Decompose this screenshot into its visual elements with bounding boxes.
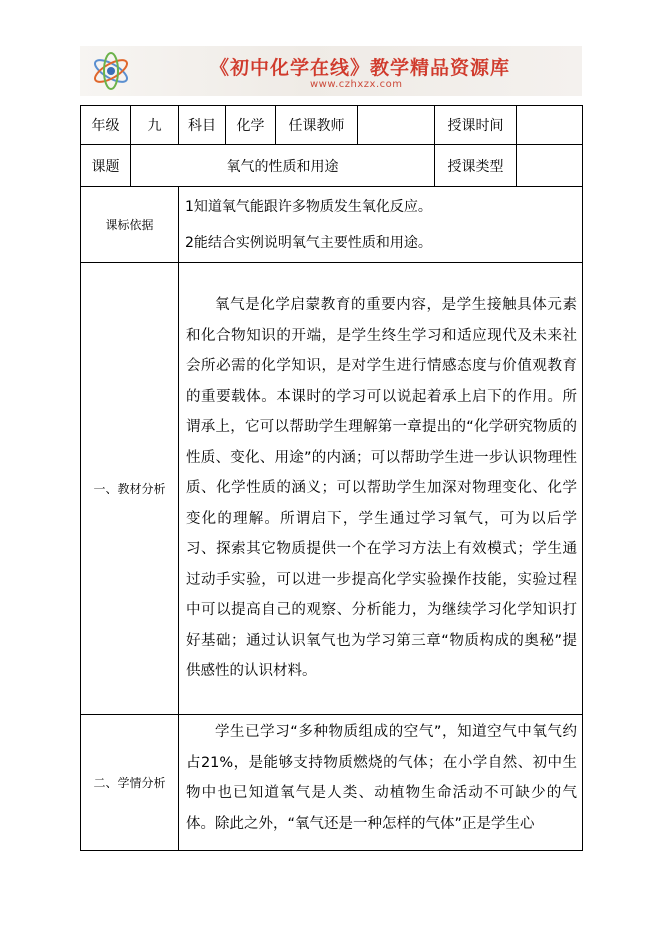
teacher-label: 任课教师 — [276, 106, 358, 145]
time-label: 授课时间 — [435, 106, 517, 145]
standards-row — [81, 187, 583, 263]
time-value — [517, 106, 583, 145]
subject-label: 科目 — [179, 106, 226, 145]
type-label: 授课类型 — [435, 145, 517, 187]
standard-item: 2能结合实例说明氧气主要性质和用途。 — [185, 234, 432, 251]
material-analysis-row — [81, 263, 583, 715]
learner-analysis-row — [81, 715, 583, 851]
banner-url: www.czhxzx.com — [310, 79, 403, 90]
type-value — [517, 145, 583, 187]
atom-logo-icon — [88, 49, 134, 93]
material-analysis-cell — [179, 263, 583, 715]
learner-analysis-clip — [179, 715, 582, 841]
standard-item: 1知道氧气能跟许多物质发生氧化反应。 — [185, 198, 432, 215]
material-analysis-text: 氧气是化学启蒙教育的重要内容，是学生接触具体元素和化合物知识的开端，是学生终生学习和适应现代及未来社会所必需的化学知识，是对学生进行情感态度与价值观教育的重要载体。本课时的学习可以说起着承上启下的作用。所谓承上，它可以帮助学生理解第一章提出的“化学研究物质的性质、变化、用途”的内涵；可以帮助学生进一步认识物理性质、化学性质的涵义；可以帮助学生加深对物理变化、化学变化的理解。所谓启下，学生通过学习氧气，可为以后学习、探索其它物质提供一个在学习方法上有效模式；学生通过动手实验，可以进一步提高化学实验操作技能，实验过程中可以提高自己的观察、分析能力，为继续学习化学知识打好基础；通过认识氧气也为学习第三章“物质构成的奥秘”提供感性的认识材料。 — [186, 297, 577, 680]
lesson-plan-table — [80, 105, 583, 851]
topic-label: 课题 — [81, 145, 131, 187]
learner-analysis-cell — [179, 715, 583, 851]
header-row — [81, 106, 583, 145]
subject-value: 化学 — [226, 106, 276, 145]
header-banner — [80, 46, 582, 96]
topic-value: 氧气的性质和用途 — [131, 145, 435, 187]
grade-label: 年级 — [81, 106, 131, 145]
learner-analysis-label: 二、学情分析 — [81, 715, 179, 851]
standards-label: 课标依据 — [81, 187, 179, 263]
teacher-value — [358, 106, 435, 145]
standards-content — [179, 187, 583, 263]
learner-analysis-text: 学生已学习“多种物质组成的空气”，知道空气中氧气约占21%，是能够支持物质燃烧的气体；在小学自然、初中生物中也已知道氧气是人类、动植物生命活动不可缺少的气体。除此之外，“氧气还是一种怎样的气体”正是学生心 — [186, 724, 577, 832]
grade-value: 九 — [131, 106, 179, 145]
material-analysis-label: 一、教材分析 — [81, 263, 179, 715]
banner-title: 《初中化学在线》教学精品资源库 — [210, 57, 511, 79]
topic-row — [81, 145, 583, 187]
